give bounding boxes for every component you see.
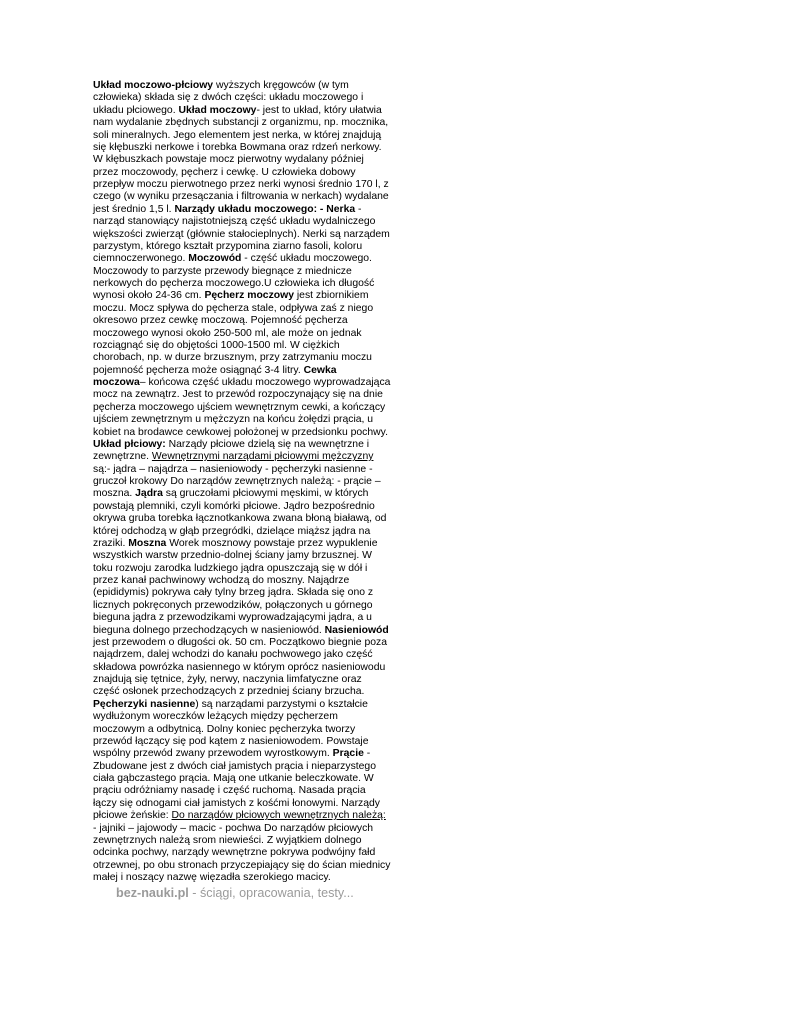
text-run: ) są narządami parzystymi o kształcie wydłużonym woreczków leżących między pęcherzem moczowym a odbytnicą. Dolny koniec pęcherzyka tworzy przewód łączący się pod kątem z nasieniowodem. Powstaje wspólny przewód zwany przewodem wyrostkowym. bbox=[93, 698, 369, 760]
text-run: są gruczołami płciowymi męskimi, w których powstają plemniki, czyli komórki płciowe. Jądro bezpośrednio okrywa gruba torebka łącznotkankowa zwana błoną białawą, od której odchodzą w głąb przegródki, dzielące miąższ jądra na zraziki. bbox=[93, 488, 387, 549]
paragraph-reproductive-system bbox=[93, 439, 391, 885]
bold-term: Cewka moczowa bbox=[93, 364, 337, 388]
text-run: Worek mosznowy powstaje przez wypuklenie wszystkich warstw przednio-dolnej ściany jamy brzusznej. W toku rozwoju zarodka ludzkiego jądra opuszczają się w dół i przez kanał pachwinowy wchodzą do moszny. Najądrze (epididymis) pokrywa cały tylny brzeg jądra. Składa się ono z licznych pokręconych przewodzików, połączonych u górnego bieguna jądra z przewodzikami wyprowadzającymi jądra, a u bieguna dolnego przechodzących w nasieniowód. bbox=[93, 537, 378, 636]
text-run: wyższych kręgowców (w tym człowieka) składa się z dwóch części: układu moczowego i układu płciowego. bbox=[93, 80, 364, 116]
text-run: -Zbudowane jest z dwóch ciał jamistych prącia i nieparzystego ciała gąbczastego prącia. Mają one utkanie beleczkowate. W prąciu odróżniamy nasadę i część ruchomą. Nasada prącia łączy się odnogami ciał jamistych z kośćmi łonowymi. Narządy płciowe żeńskie: bbox=[93, 748, 380, 822]
text-run: - narząd stanowiący najistotniejszą część układu wydalniczego większości zwierząt (głównie stałocieplnych). Nerki są narządem parzystym, którego kształt przypomina ziarno fasoli, koloru ciemnoczerwonego. bbox=[93, 203, 390, 265]
bold-term: Układ moczowo-płciowy bbox=[93, 80, 214, 91]
text-run: - jest to układ, który ułatwia nam wydalanie zbędnych substancji z organizmu, np. mocznika, soli mineralnych. Jego elementem jest nerka, w której znajdują się kłębuszki nerkowe i torebka Bowmana oraz rdzeń nerkowy. W kłębuszkach powstaje mocz pierwotny wydalany później przez moczowody, pęcherz i cewkę. U człowieka dobowy przepływ moczu pierwotnego przez nerki wynosi średnio 170 l, z czego (w wyniku przesączania i filtrowania w nerkach) wydalane jest średnio 1,5 l. bbox=[93, 104, 389, 215]
bold-term: Układ moczowy bbox=[178, 104, 257, 116]
underlined-heading: Do narządów płciowych wewnętrznych należą: bbox=[171, 810, 386, 822]
bold-term: Moszna bbox=[128, 537, 167, 549]
text-run: – końcowa część układu moczowego wyprowadzająca mocz na zewnątrz. Jest to przewód rozpoczynający się na dnie pęcherza moczowego ujściem wewnętrznym cewki, a kończący ujściem zewnętrznym u mężczyzn na końcu żołędzi prącia, u kobiet na brodawce cewkowej położonej w przedsionku pochwy. bbox=[93, 377, 391, 438]
document-page bbox=[93, 80, 391, 901]
bold-term: Narządy układu moczowego: - Nerka bbox=[174, 203, 356, 215]
bold-term: Nasieniowód bbox=[324, 624, 389, 636]
site-footer bbox=[93, 886, 391, 901]
bold-term: Pęcherzyki nasienne bbox=[93, 698, 196, 710]
text-run: jest przewodem o długości ok. 50 cm. Początkowo biegnie poza najądrzem, dalej wchodzi do kanału pochwowego jako część składowa powrózka nasiennego w którym oprócz nasieniowodu znajdują się tętnice, żyły, nerwy, naczynia limfatyczne oraz część osłonek przechodzących z przedniej ściany brzucha. bbox=[93, 636, 387, 698]
bold-term: Prącie bbox=[332, 748, 364, 760]
paragraph-urinary-system bbox=[93, 80, 391, 439]
bold-term: Jądra bbox=[135, 488, 163, 500]
bold-term: Pęcherz moczowy bbox=[204, 290, 294, 302]
footer-tagline: - ściągi, opracowania, testy... bbox=[188, 886, 354, 901]
text-run: - jajniki – jajowody – macic - pochwa Do narządów płciowych zewnętrznych należą srom niewieści. Z wyjątkiem dolnego odcinka pochwy, narządy wewnętrzne pokrywa podwójny fałd otrzewnej, po obu stronach przyczepiający się do ścian miednicy małej i noszący nazwę więzadła szerokiego macicy. bbox=[93, 822, 391, 883]
bold-term: Moczowód bbox=[188, 253, 242, 265]
text-run: jest zbiornikiem moczu. Mocz spływa do pęcherza stale, odpływa zaś z niego okresowo przez cewkę moczową. Pojemność pęcherza moczowego wynosi około 250-500 ml, ale może on jednak rozciągnąć się do objętości 1000-1500 ml. W ciężkich chorobach, np. w durze brzusznym, przy zatrzymaniu moczu pojemność pęcherza może osiągnąć 3-4 litry. bbox=[93, 290, 374, 376]
text-run: Narządy płciowe dzielą się na wewnętrzne i zewnętrzne. bbox=[93, 438, 370, 463]
underlined-heading: Wewnętrznymi narządami płciowymi mężczyzny bbox=[151, 451, 374, 463]
text-run: są:- jądra – najądrza – nasieniowody - pęcherzyki nasienne - gruczoł krokowy Do narządów zewnętrznych należą: - prącie – moszna. bbox=[93, 463, 381, 500]
bold-term: Układ płciowy: bbox=[93, 438, 166, 450]
footer-brand: bez-nauki.pl bbox=[116, 886, 189, 901]
text-run: - część układu moczowego. Moczowody to parzyste przewody biegnące z miednicze nerkowych do pęcherza moczowego.U człowieka ich długość wynosi około 24-36 cm. bbox=[93, 253, 375, 302]
